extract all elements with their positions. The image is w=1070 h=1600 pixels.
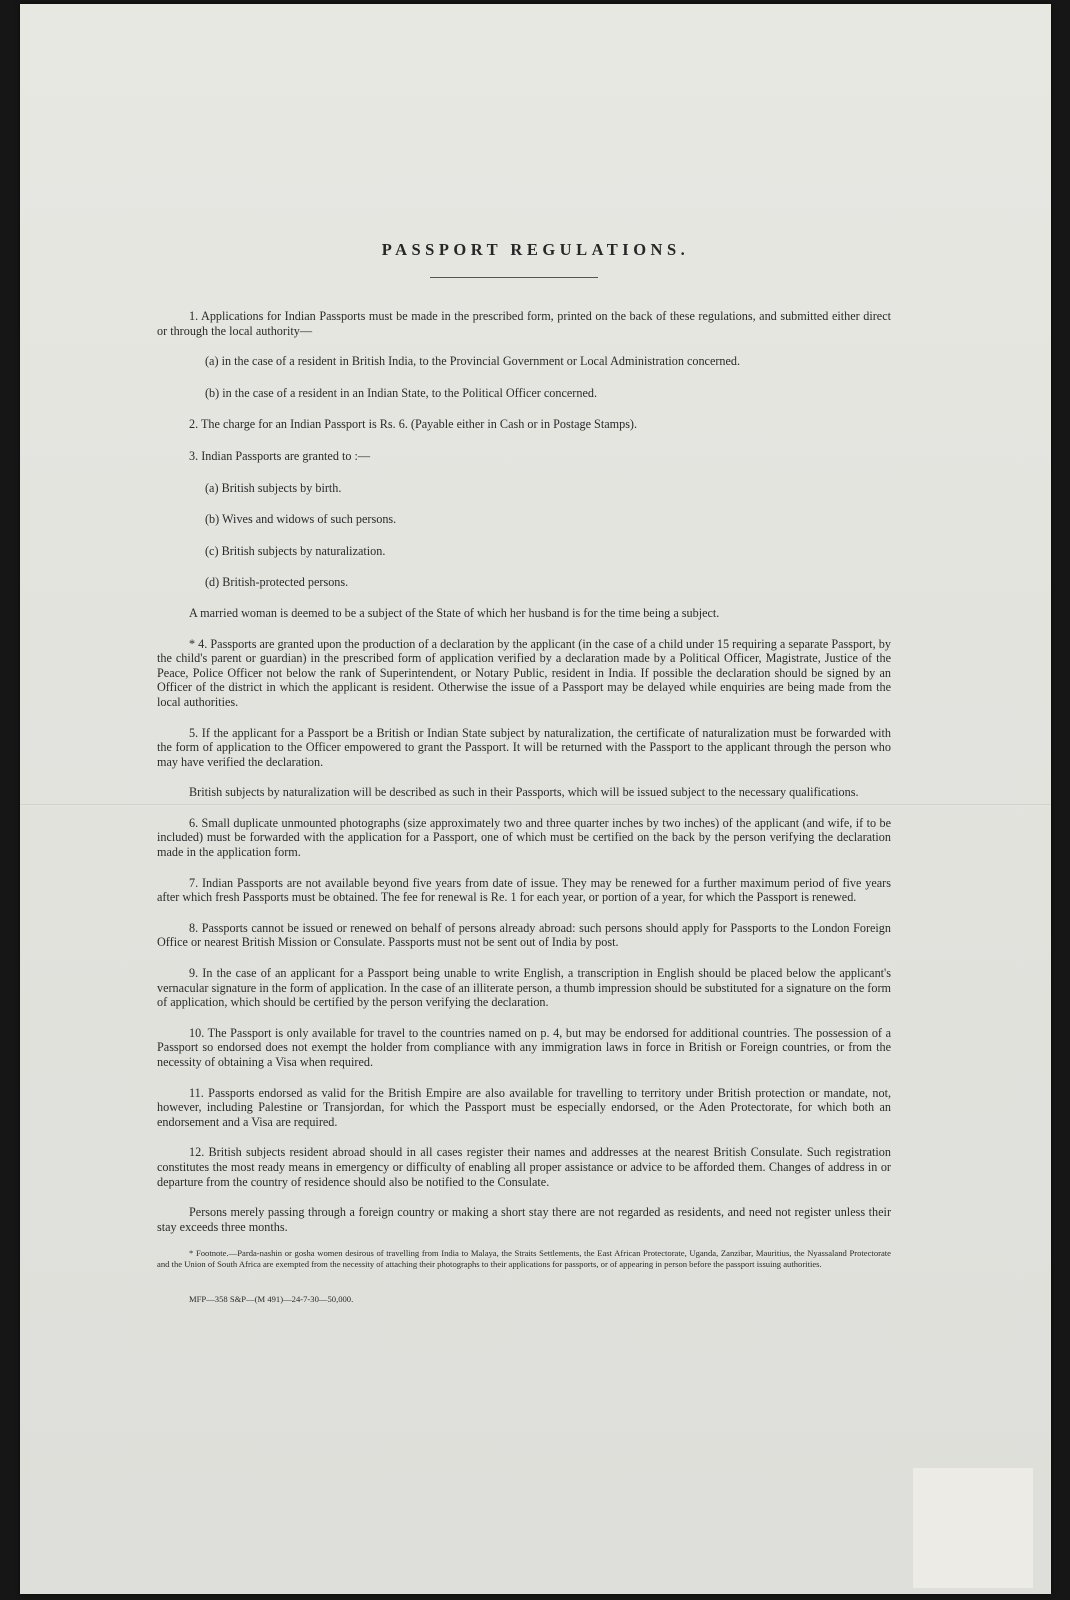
regulation-paragraph: 12. British subjects resident abroad should in all cases register their names and addresses at the nearest British Consulate. Such registration constitutes the most ready means in emergency or difficulty of enabling all proper assistance or advice to be afforded them. Changes of address in or departure from the country of residence should also be notified to the Consulate. <box>157 1145 891 1189</box>
print-code: MFP—358 S&P—(M 491)—24-7-30—50,000. <box>189 1293 354 1304</box>
regulation-paragraph: 2. The charge for an Indian Passport is Rs. 6. (Payable either in Cash or in Postage Stamps). <box>189 417 638 432</box>
regulation-paragraph: A married woman is deemed to be a subject of the State of which her husband is for the time being a subject. <box>189 605 720 620</box>
paper-patch <box>913 1468 1033 1588</box>
footnote: * Footnote.—Parda-nashin or gosha women desirous of travelling from India to Malaya, the Straits Settlements, the East African Protectorate, Uganda, Zanzibar, Mauritius, the Nyassaland Protectorate and the Union of South Africa are exempted from the necessity of attaching their photographs to their applications for passports, or of appearing in person before the passport issuing authorities. <box>157 1248 891 1269</box>
regulation-paragraph: 5. If the applicant for a Passport be a British or Indian State subject by naturalization, the certificate of naturalization must be forwarded with the form of application to the Officer empowered to grant the Passport. It will be returned with the Passport to the applicant through the person who may have verified the declaration. <box>157 725 891 769</box>
regulation-paragraph: 10. The Passport is only available for travel to the countries named on p. 4, but may be endorsed for additional countries. The possession of a Passport so endorsed does not exempt the holder from compliance with any immigration laws in force in British or Foreign countries, or from the necessity of obtaining a Visa when required. <box>157 1025 891 1069</box>
regulation-paragraph: 7. Indian Passports are not available beyond five years from date of issue. They may be renewed for a further maximum period of five years after which fresh Passports must be obtained. The fee for renewal is Re. 1 for each year, or portion of a year, for which the Passport is renewed. <box>157 875 891 905</box>
regulation-subitem: (b) in the case of a resident in an Indian State, to the Political Officer concerned. <box>205 385 597 400</box>
regulation-paragraph: 11. Passports endorsed as valid for the British Empire are also available for travelling to territory under British protection or mandate, not, however, including Palestine or Transjordan, for which the Passport must be especially endorsed, or the Aden Protectorate, for which both an endorsement and a Visa are required. <box>157 1085 891 1129</box>
document-page <box>20 4 1051 1594</box>
regulations-body <box>157 309 891 1306</box>
regulation-paragraph: 1. Applications for Indian Passports must be made in the prescribed form, printed on the back of these regulations, and submitted either direct or through the local authority— <box>157 309 891 338</box>
regulation-subitem: (a) in the case of a resident in British India, to the Provincial Government or Local Administration concerned. <box>205 354 741 369</box>
regulation-paragraph: 6. Small duplicate unmounted photographs (size approximately two and three quarter inches by two inches) of the applicant (and wife, if to be included) must be forwarded with the application for a Passport, one of which must be certified on the back by the person verifying the declaration made in the application form. <box>157 815 891 860</box>
regulation-paragraph: Persons merely passing through a foreign country or making a short stay there are not regarded as residents, and need not register unless their stay exceeds three months. <box>157 1205 891 1234</box>
regulation-paragraph: 9. In the case of an applicant for a Passport being unable to write English, a transcription in English should be placed below the applicant's vernacular signature in the form of application. In the case of an illiterate person, a thumb impression should be substituted for a signature on the form of application, which should be certified by the person verifying the declaration. <box>157 966 891 1010</box>
regulation-subitem: (a) British subjects by birth. <box>205 480 342 495</box>
regulation-subitem: (b) Wives and widows of such persons. <box>205 512 397 527</box>
regulation-subitem: (d) British-protected persons. <box>205 575 349 590</box>
regulation-paragraph: British subjects by naturalization will be described as such in their Passports, which will be issued subject to the necessary qualifications. <box>189 785 859 800</box>
regulation-paragraph: 8. Passports cannot be issued or renewed on behalf of persons already abroad: such persons should apply for Passports to the London Foreign Office or nearest British Mission or Consulate. Passports must not be sent out of India by post. <box>157 920 891 950</box>
document-title: PASSPORT REGULATIONS. <box>381 240 690 259</box>
regulations-list <box>157 309 891 1234</box>
regulation-paragraph: 3. Indian Passports are granted to :— <box>189 448 371 463</box>
title-underline <box>430 277 598 278</box>
regulation-subitem: (c) British subjects by naturalization. <box>205 543 386 558</box>
regulation-paragraph: * 4. Passports are granted upon the production of a declaration by the applicant (in the case of a child under 15 requiring a separate Passport, by the child's parent or guardian) in the prescribed form of application verified by a declaration made by a Political Officer, Magistrate, Justice of the Peace, Police Officer not below the rank of Superintendent, or Notary Public, resident in India. If possible the declaration should be signed by an Officer of the district in which the applicant is resident. Otherwise the issue of a Passport may be delayed while enquiries are being made from the local authorities. <box>157 636 891 709</box>
